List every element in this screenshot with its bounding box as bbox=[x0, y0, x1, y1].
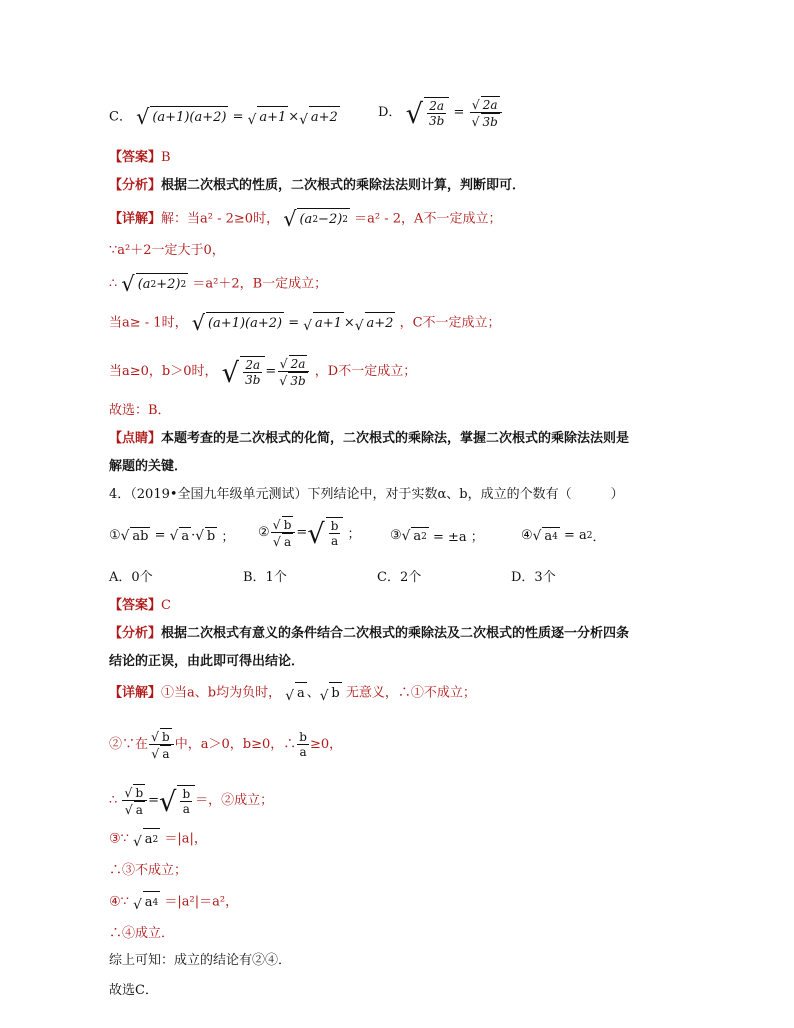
q4-choose: 故选C． bbox=[109, 983, 158, 998]
option-d-line: D． √ $\frac{2a}{3b}$ = √ 2a √ 3b bbox=[378, 96, 503, 129]
sqrt-expression: √ (a+1)(a+2) bbox=[136, 105, 227, 130]
q3-detail-4: 当a≥ - 1时， √ (a+1)(a+2) = √ a+1 × √ a+2 ，C不一定成立； bbox=[109, 311, 501, 336]
q3-answer: 【答案】B bbox=[109, 150, 171, 165]
q4-item-3: ③ √ a 2 = ±a ； bbox=[390, 528, 484, 545]
q4-detail-3: ∴ √ b √ a = √ $\frac{b}{a}$ ＝，②成立； bbox=[109, 785, 274, 818]
q4-option-d: D．3个 bbox=[511, 570, 556, 585]
option-c-label: C． bbox=[109, 109, 132, 125]
q4-option-b: B．1个 bbox=[243, 570, 287, 585]
q3-detail-1: 【详解】解：当a² - 2≥0时， √ (a 2 −2) 2 ＝a² - 2，A不一定成立； bbox=[109, 207, 502, 232]
q4-option-a: A．0个 bbox=[109, 570, 153, 585]
q3-choose: 故选：B． bbox=[109, 403, 171, 418]
q4-detail-1: 【详解】①当a、b均为负时， √ a 、 √ b 无意义，∴①不成立； bbox=[109, 682, 476, 704]
q4-analysis-1: 【分析】根据二次根式有意义的条件结合二次根式的乘除法及二次根式的性质逐一分析四条 bbox=[109, 626, 630, 641]
q4-item-1: ① √ ab = √ a · √ b ； bbox=[109, 528, 235, 545]
q4-answer: 【答案】C bbox=[109, 598, 171, 613]
q4-detail-2: ②∵在 √ b √ a 中，a＞0，b≥0，∴ $\frac{b}{a}$ ≥0， bbox=[109, 729, 343, 762]
q3-detail-2: ∵a²＋2一定大于0， bbox=[109, 243, 225, 258]
q4-detail-6: ④∵ √ a 4 ＝|a²|＝a²， bbox=[109, 891, 238, 913]
q3-comment-2: 解题的关键． bbox=[109, 459, 188, 474]
sqrt-fraction: √ $\frac{2a}{3b}$ bbox=[406, 97, 450, 128]
option-d-label: D． bbox=[378, 105, 402, 120]
q4-detail-5: ∴③不成立； bbox=[109, 863, 188, 878]
q3-comment-1: 【点睛】本题考查的是二次根式的化简，二次根式的乘除法，掌握二次根式的乘除法法则是 bbox=[109, 431, 630, 446]
q4-item-4: ④ √ a 4 = a 2 ． bbox=[521, 528, 606, 545]
q4-detail-4: ③∵ √ a 2 ＝|a|， bbox=[109, 828, 207, 850]
q3-analysis: 【分析】根据二次根式的性质，二次根式的乘除法法则计算，判断即可． bbox=[109, 178, 526, 193]
q4-item-2: ② √ b √ a = √ $\frac{b}{a}$ ； bbox=[258, 517, 361, 550]
q4-detail-7: ∴④成立． bbox=[109, 926, 175, 941]
q4-analysis-2: 结论的正误，由此即可得出结论． bbox=[109, 654, 305, 669]
option-c-line: C． √ (a+1)(a+2) = √ a+1 × √ a+2 bbox=[109, 105, 338, 130]
q4-option-c: C．2个 bbox=[377, 570, 422, 585]
q3-detail-5: 当a≥0，b＞0时， √ $\frac{2a}{3b}$ = √ 2a √ 3b ，D不一定成立； bbox=[109, 356, 417, 389]
q3-detail-3: ∴ √ (a 2 +2) 2 ＝a²＋2，B一定成立； bbox=[109, 272, 328, 297]
q4-summary: 综上可知：成立的结论有②④． bbox=[109, 953, 292, 968]
q4-stem: 4．（2019•全国九年级单元测试）下列结论中，对于实数α、b，成立的个数有（ ） bbox=[109, 487, 624, 502]
